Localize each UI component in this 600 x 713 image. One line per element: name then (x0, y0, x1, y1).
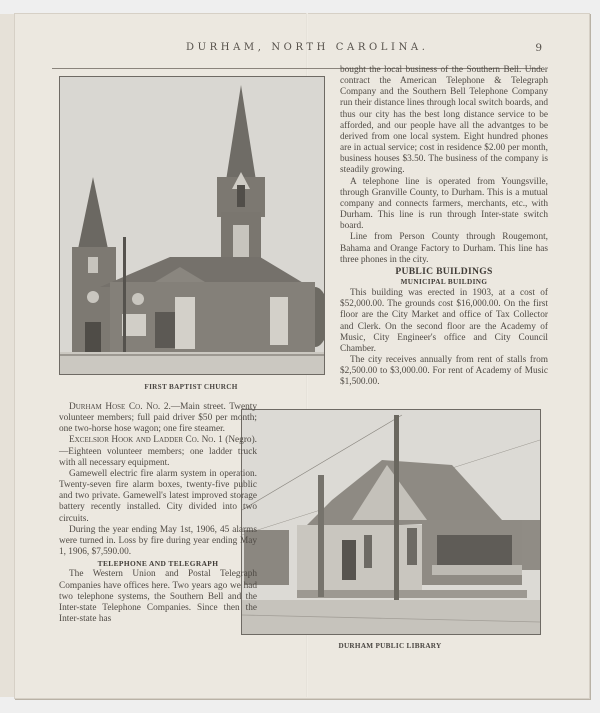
library-illustration (242, 410, 540, 634)
right-column (340, 65, 548, 389)
telephone-continued-paragraph: bought the local business of the Southern Bell. Under contract the American Telephone & Telegraph Company and the Southern Bell Telephone Company run their distance lines through local switch boards, and thus our city has the best long distance service to be afforded, and our people have all the advantges to be derived from one local system. Eight hundred phones are in actual service; cost in residence $2.00 per month, business houses $3.50. The business of the company is steadily growing. (340, 65, 548, 176)
alarms-paragraph: During the year ending May 1st, 1906, 45 alarms were turned in. Loss by fire during year ending May 1, 1906, $7,590.00. (59, 524, 257, 558)
municipal-paragraph: This building was erected in 1903, at a cost of $52,000.00. The grounds cost $16,000.00. On the first floor are the City Market and office of Tax Collector and Clerk. On the second floor are the Academy of Music, City Engineer's office and City Council Chamber. (340, 288, 548, 354)
youngsville-paragraph: A telephone line is operated from Youngsville, through Granville County, to Durham. This is a mutual company and connects farmers, merchants, etc., with Durham. This line is run through Inter-state switch board. (340, 176, 548, 232)
page-number: 9 (535, 42, 542, 54)
church-illustration (60, 77, 324, 374)
hose-company-paragraph (59, 402, 257, 435)
library-caption: DURHAM PUBLIC LIBRARY (338, 642, 442, 650)
rent-paragraph: The city receives annually from rent of stalls from $2,500.00 to $3,000.00. For rent of Academy of Music $1,500.00. (340, 355, 548, 388)
hook-ladder-lead: Excelsior Hook and Ladder Co. No. 1 (69, 435, 223, 446)
fire-alarm-paragraph: Gamewell electric fire alarm system in operation. Twenty-seven fire alarm boxes, twenty-five public and two private. Gamewell's latest improved storage battery recently installed. City divided into two circuits. (59, 468, 257, 524)
previous-page-edge (0, 14, 15, 697)
person-county-paragraph: Line from Person County through Rougemont, Bahama and Orange Factory to Durham. This line has three phones in the city. (340, 232, 548, 265)
running-title: DURHAM, NORTH CAROLINA. (186, 42, 429, 53)
hook-ladder-paragraph (59, 435, 257, 468)
church-photo (59, 76, 325, 375)
telephone-paragraph: The Western Union and Postal Telegraph Companies have offices here. Two years ago we had two telephone systems, the Southern Bell and the Inter-state Telephone Companies. Since then the Inter-state has (59, 569, 257, 624)
hose-company-lead: Durham Hose Co. No. 2. (69, 402, 171, 412)
hook-ladder-text: (Negro).—Eighteen volunteer members; one ladder truck with all necessary equipment. (59, 435, 257, 468)
hose-company-text: —Main street. Twenty volunteer members; full paid driver $50 per month; one two-horse hose wagon; one fire steamer. (59, 402, 257, 435)
left-column (59, 402, 257, 625)
library-photo (241, 409, 541, 635)
municipal-building-heading: MUNICIPAL BUILDING (400, 277, 488, 286)
telephone-telegraph-heading: TELEPHONE AND TELEGRAPH (97, 559, 219, 569)
public-buildings-heading: PUBLIC BUILDINGS (395, 265, 493, 277)
church-caption: FIRST BAPTIST CHURCH (144, 383, 238, 391)
